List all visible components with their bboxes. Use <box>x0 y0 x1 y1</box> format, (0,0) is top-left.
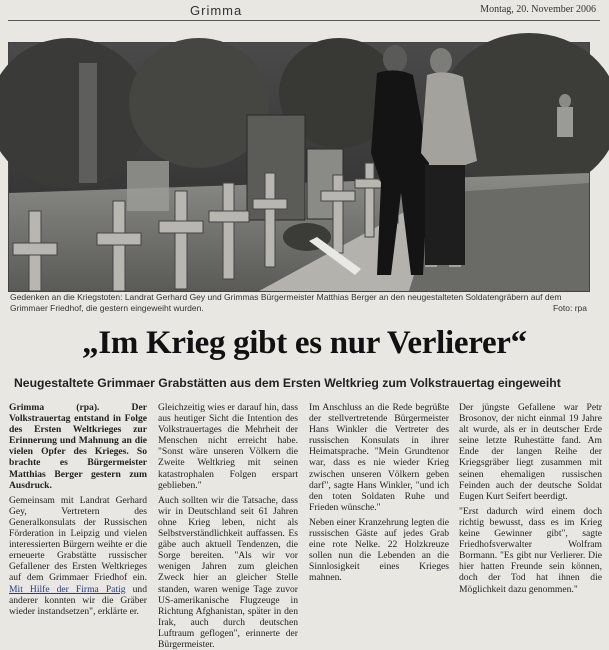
article-column-1 <box>9 402 147 634</box>
photo-caption: Gedenken an die Kriegstoten: Landrat Gerhard Gey und Grimmas Bürgermeister Matthias Berger an den neugestalteten Soldatengräbern auf dem Grimmaer Friedhof, die gestern eingeweiht wurden. <box>10 292 562 313</box>
article-paragraph: "Erst dadurch wird einem doch richtig bewusst, dass es im Krieg keine Gewinner gibt", sagte Friedhofsverwalter Wolfram Bormann. "Es gibt nur Verlierer. Die hier hatten Freunde sein können, doch der Tod hat ihnen die Möglichkeit dazu genommen." <box>459 505 602 595</box>
article-paragraph: Im Anschluss an die Rede begrüßte der stellvertretende Bürgermeister Hans Winkler die Vertreter des russischen Konsulats in ihrer Heimatsprache. "Mein Grundtenor war, dass es nie wieder Krieg zwischen unseren Völkern geben darf", sagte Hans Winkler, "und ich den toten Soldaten Ruhe und Frieden wünsche." <box>309 402 449 513</box>
article-link[interactable]: Mit Hilfe der Firma Patig <box>9 583 126 595</box>
headline: „Im Krieg gibt es nur Verlierer“ <box>82 325 527 361</box>
article-text: und anderer konnten wir die Gräber wieder instandsetzen", erklärte er. <box>9 583 147 617</box>
article-paragraph: Neben einer Kranzehrung legten die russischen Gäste auf jedes Grab eine rote Nelke. 22 Holzkreuze sollen nun die Lebenden an die Sinnlosigkeit eines Krieges mahnen. <box>309 516 449 584</box>
news-photo <box>8 42 590 292</box>
subheadline: Neugestaltete Grimmaer Grabstätten aus dem Ersten Weltkrieg zum Volkstrauertag eingeweiht <box>14 376 561 390</box>
photo-credit: Foto: rpa <box>552 303 587 313</box>
article-paragraph <box>9 495 147 617</box>
article-paragraph: Gleichzeitig wies er darauf hin, dass aus heutiger Sicht die Intention des Volkstrauertages die Mehrheit der Menschen nicht erreicht habe. "Sonst wäre unseren Völkern die Zweite Weltkrieg mit seinen katastrophalen Folgen erspart geblieben." <box>158 402 298 491</box>
page-header <box>8 4 600 21</box>
article-column-3 <box>309 402 449 634</box>
article-text: Gemeinsam mit Landrat Gerhard Gey, Vertretern des Generalkonsulats der Russischen Förderation in Leipzig und vielen interessierten Bürgern weihte er die erneuerte Grabstätte russischer Gefallener des Ersten Weltkrieges auf dem Grimmaer Friedhof ein. <box>9 494 147 584</box>
issue-date: Montag, 20. November 2006 <box>480 4 596 15</box>
article-paragraph: Der jüngste Gefallene war Petr Brosonov, der nicht einmal 19 Jahre alt wurde, als er in deutscher Erde seine letzte Ruhestätte fand. Am Ende der langen Reihe der Kriegsgräber liegt zusammen mit seinen ehemaligen russischen Feinden auch der deutsche Soldat Eugen Kurt Seifert beerdigt. <box>459 402 602 502</box>
section-name: Grimma <box>190 3 243 18</box>
article-lead: Grimma (rpa). Der Volkstrauertag entstand in Folge des Ersten Weltkrieges zur Erinnerung und Mahnung an die vielen Opfer des Krieges. So brachte es Bürgermeister Matthias Berger gestern zum Ausdruck. <box>9 402 147 491</box>
article-column-4 <box>459 402 602 634</box>
article-paragraph: Auch sollten wir die Tatsache, dass wir in Deutschland seit 61 Jahren ohne Krieg leben, nicht als Selbstverständlichkeit auffassen. Es gäbe auch aktuell Tendenzen, die Sorge bereiten. "Als wir vor wenigen Jahren zum gleichen Zweck hier an gleicher Stelle standen, waren wenige Tage zuvor US-amerikanische Flugzeuge in Richtung Afghanistan, später in den Irak, auch durch deutschen Luftraum geflogen", erinnerte der Bürgermeister. <box>158 494 298 650</box>
article-body <box>9 402 603 650</box>
article-column-2 <box>158 402 298 650</box>
photo-illustration <box>9 43 589 291</box>
